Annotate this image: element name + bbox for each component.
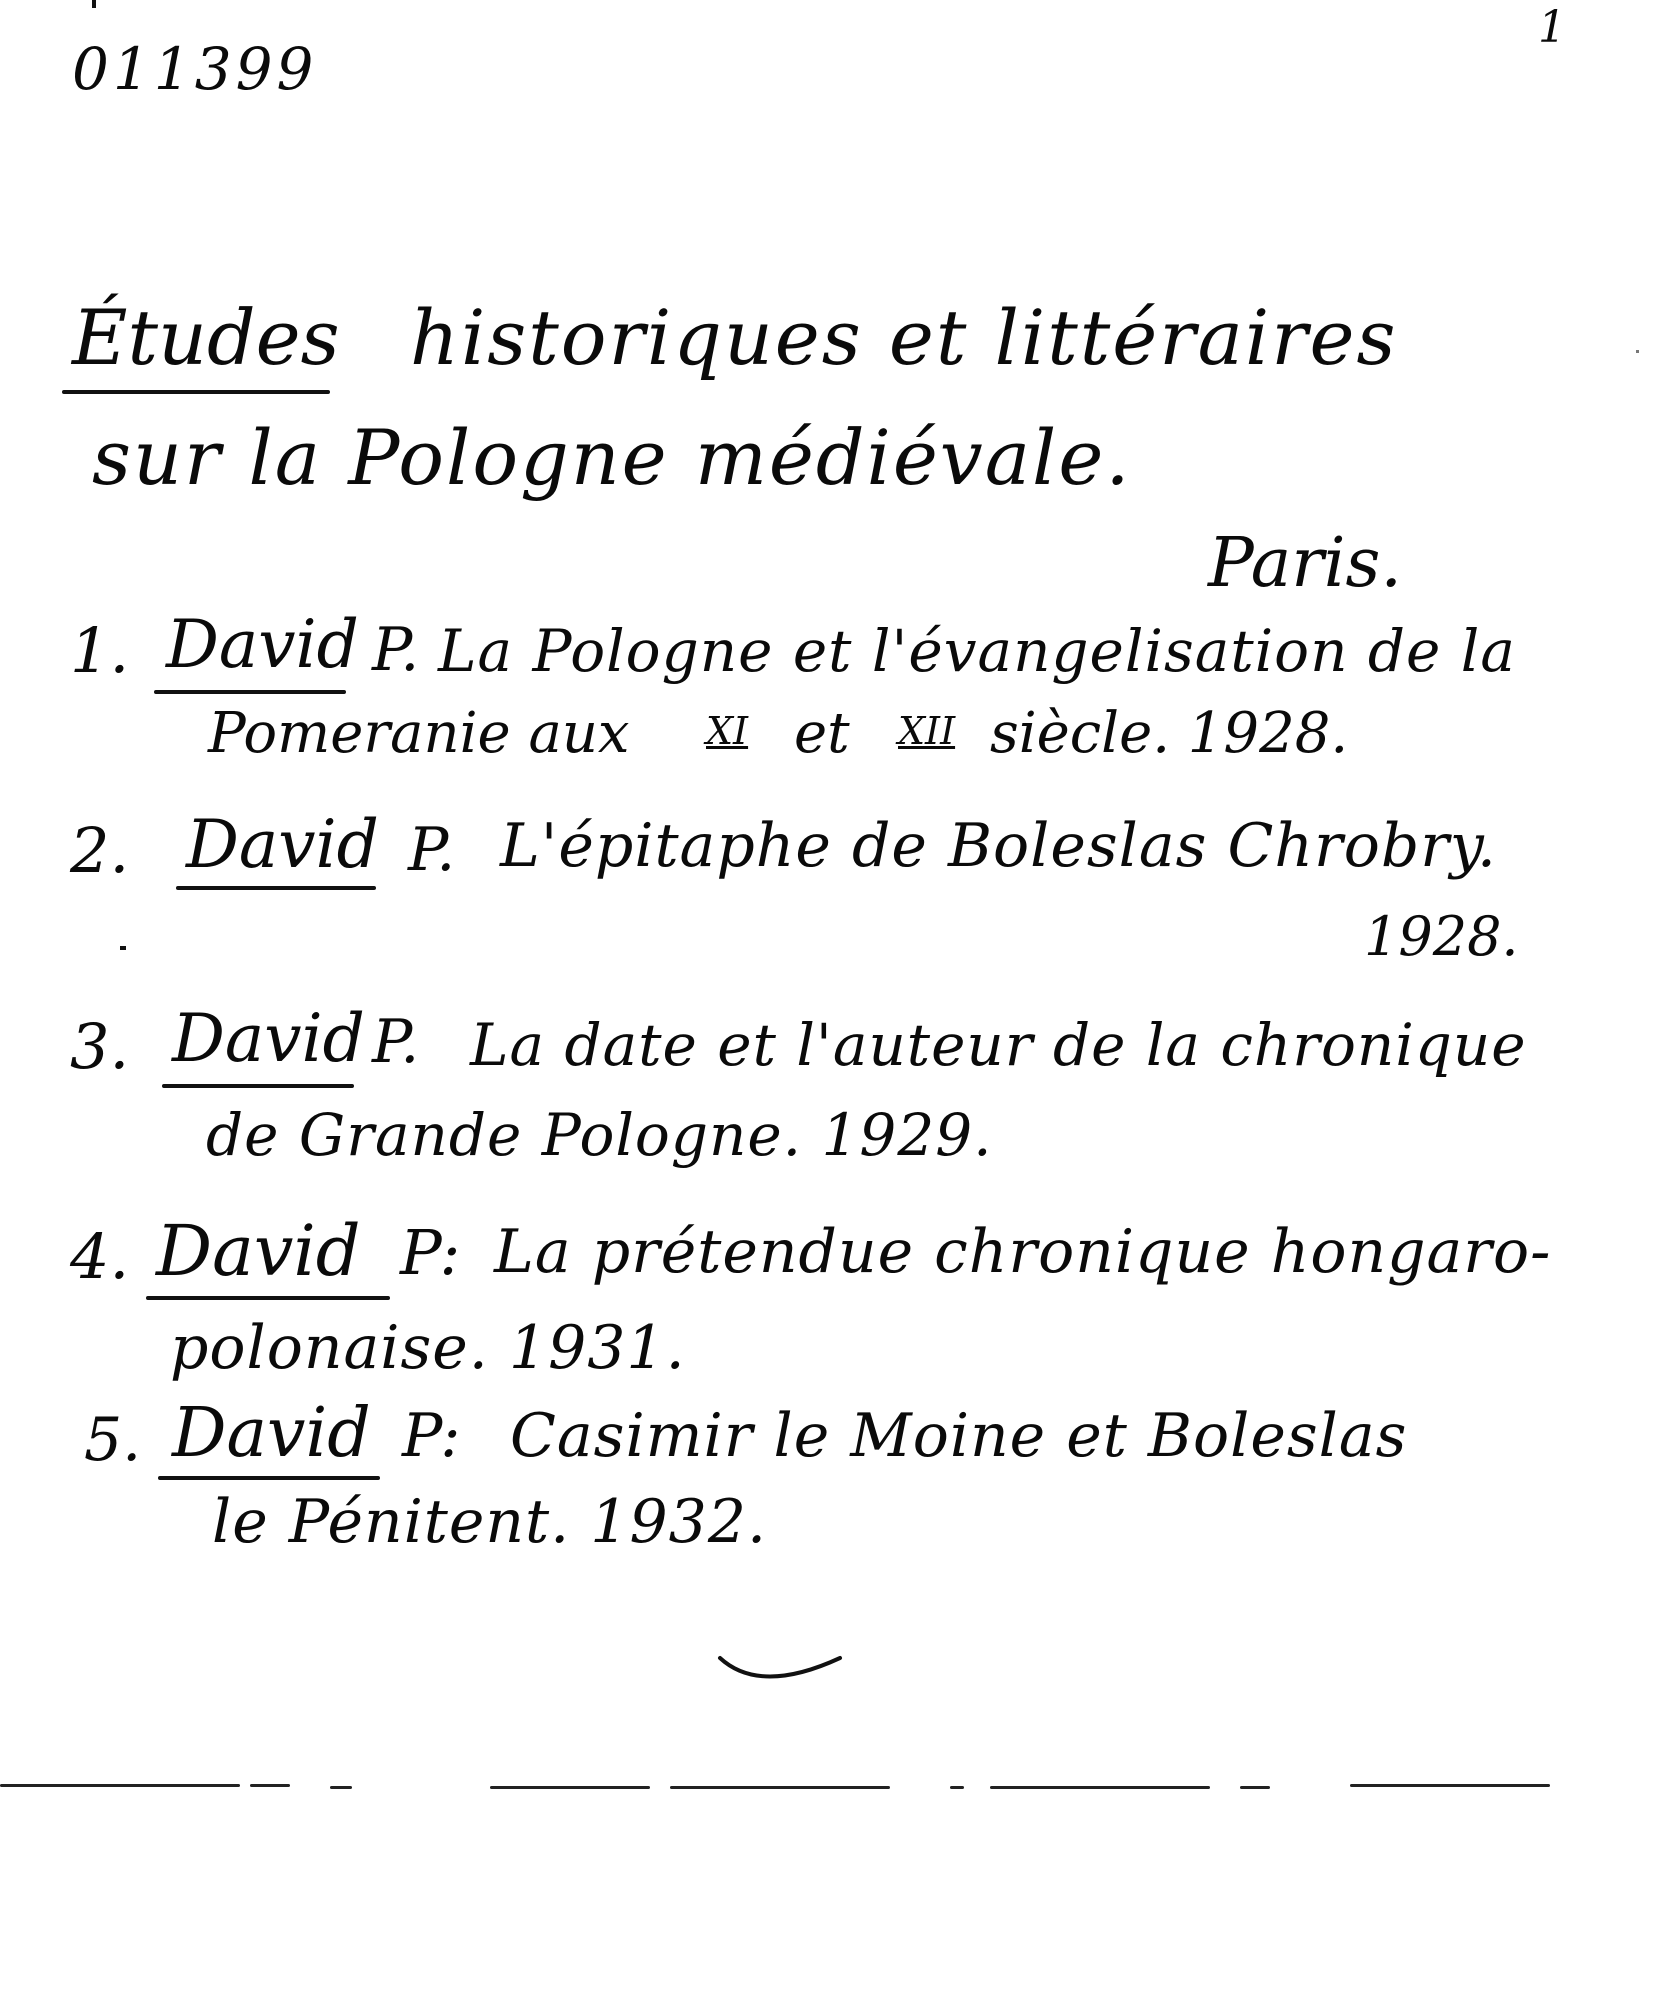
entry-title-line-1: La date et l'auteur de la chronique: [470, 1011, 1527, 1079]
smudge: [1636, 350, 1639, 353]
author-initial: P.: [372, 615, 420, 685]
title-line-2: sur la Pologne médiévale.: [92, 413, 1132, 502]
entry-number: 3.: [70, 1010, 130, 1083]
entry-number: 5.: [84, 1405, 142, 1475]
entry-number: 2.: [70, 814, 130, 887]
catalog-number: 011399: [72, 35, 318, 103]
author-initial: P:: [400, 1216, 461, 1289]
author-initial: P.: [408, 815, 456, 885]
author-underline: [146, 1296, 390, 1300]
entry-number: 4.: [70, 1220, 130, 1293]
corner-mark: [92, 0, 96, 8]
entry-author: David: [156, 1210, 361, 1292]
author-initial: P.: [372, 1007, 420, 1077]
roman-numeral-11: XI: [706, 709, 749, 753]
author-initial: P:: [402, 1401, 461, 1471]
entry-title-line-2b: et: [794, 701, 850, 766]
entry-number: 1.: [70, 614, 130, 687]
smudge: [120, 946, 126, 950]
page-number: 1: [1538, 2, 1566, 53]
entry-title-line-1: La prétendue chronique hongaro-: [494, 1217, 1552, 1287]
entry-author: David: [166, 606, 359, 683]
entry-title-line-2: de Grande Pologne. 1929.: [206, 1101, 993, 1169]
roman-numeral-12: XII: [898, 709, 956, 753]
entry-title-line-2: 1928.: [1364, 905, 1519, 968]
entry-author: David: [172, 1000, 365, 1077]
entry-title-line-1: Casimir le Moine et Boleslas: [510, 1401, 1408, 1471]
entry-title-line-2a: Pomeranie aux: [208, 701, 630, 766]
entry-author: David: [186, 806, 379, 883]
author-underline: [154, 690, 346, 694]
entry-author: David: [172, 1394, 371, 1473]
title-underline: [62, 390, 330, 394]
title-line-1: historiques et littéraires: [410, 293, 1398, 382]
author-underline: [162, 1084, 354, 1088]
author-underline: [158, 1476, 380, 1480]
entry-title-line-1: La Pologne et l'évangelisation de la: [438, 617, 1516, 685]
entry-title-line-2: le Pénitent. 1932.: [212, 1487, 768, 1557]
author-underline: [176, 886, 376, 890]
entry-title-line-2c: siècle. 1928.: [990, 701, 1349, 766]
curve-mark: [710, 1640, 850, 1700]
entry-title-line-2: polonaise. 1931.: [170, 1313, 686, 1383]
title-first-word: Études: [72, 293, 340, 382]
entry-title-line-1: L'épitaphe de Boleslas Chrobry.: [500, 811, 1497, 881]
place-of-publication: Paris.: [1208, 524, 1403, 603]
